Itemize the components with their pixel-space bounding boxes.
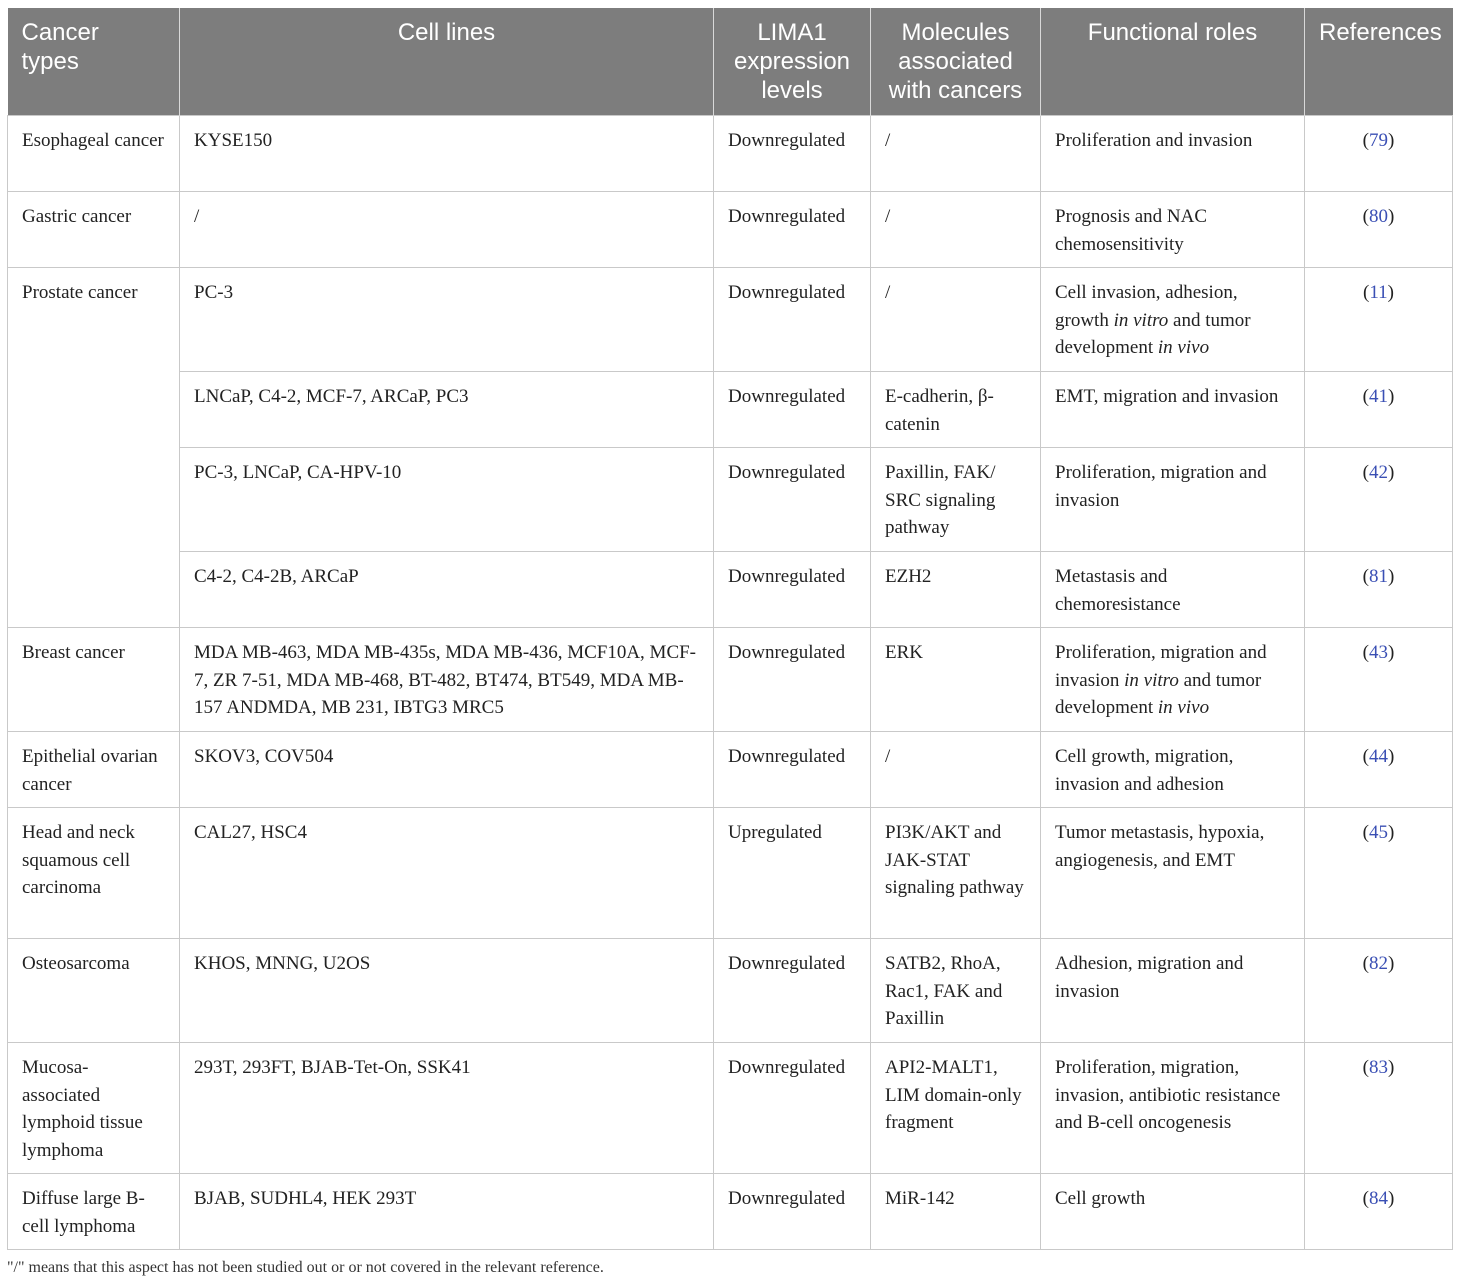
cell-molecules: ERK (871, 628, 1041, 732)
cell-reference: (84) (1305, 1174, 1453, 1250)
reference-link[interactable]: 41 (1369, 386, 1388, 407)
cell-cell-lines: LNCaP, C4-2, MCF-7, ARCaP, PC3 (180, 372, 714, 448)
header-expression-levels: LIMA1 expression levels (714, 8, 871, 116)
cell-molecules: E-cadherin, β-catenin (871, 372, 1041, 448)
cell-cell-lines: SKOV3, COV504 (180, 732, 714, 808)
reference-link[interactable]: 83 (1369, 1057, 1388, 1078)
cell-expression: Downregulated (714, 552, 871, 628)
cell-cancer-type: Osteosarcoma (8, 939, 180, 1043)
cell-molecules: / (871, 192, 1041, 268)
table-row (8, 552, 1453, 628)
cell-expression: Upregulated (714, 808, 871, 939)
cell-roles: Proliferation, migration and invasion in vitro and tumor development in vivo (1041, 628, 1305, 732)
cell-reference: (80) (1305, 192, 1453, 268)
cell-molecules: / (871, 116, 1041, 192)
reference-link[interactable]: 82 (1369, 953, 1388, 974)
table-row (8, 372, 1453, 448)
header-cancer-types: Cancer types (8, 8, 180, 116)
cell-cell-lines: BJAB, SUDHL4, HEK 293T (180, 1174, 714, 1250)
cell-cancer-type: Esophageal cancer (8, 116, 180, 192)
header-cell-lines: Cell lines (180, 8, 714, 116)
cell-molecules: / (871, 732, 1041, 808)
cell-roles: Prognosis and NAC chemosensitivity (1041, 192, 1305, 268)
cell-cancer-type: Prostate cancer (8, 268, 180, 628)
header-references: References (1305, 8, 1453, 116)
cell-reference: (82) (1305, 939, 1453, 1043)
cell-cancer-type: Head and neck squamous cell carcinoma (8, 808, 180, 939)
table-row (8, 1043, 1453, 1174)
table-row (8, 448, 1453, 552)
reference-link[interactable]: 79 (1369, 130, 1388, 151)
cell-expression: Downregulated (714, 732, 871, 808)
cell-roles: Tumor metastasis, hypoxia, angiogenesis, and EMT (1041, 808, 1305, 939)
cell-roles: Proliferation and invasion (1041, 116, 1305, 192)
header-row (8, 8, 1453, 116)
cell-expression: Downregulated (714, 448, 871, 552)
cell-reference: (83) (1305, 1043, 1453, 1174)
cell-cell-lines: / (180, 192, 714, 268)
cell-expression: Downregulated (714, 1174, 871, 1250)
table-row (8, 939, 1453, 1043)
cell-roles: Metastasis and chemoresistance (1041, 552, 1305, 628)
cell-molecules: Paxillin, FAK/ SRC signaling pathway (871, 448, 1041, 552)
cell-cancer-type: Mucosa-associated lymphoid tissue lymphoma (8, 1043, 180, 1174)
cell-expression: Downregulated (714, 628, 871, 732)
table-row (8, 808, 1453, 939)
cell-cell-lines: CAL27, HSC4 (180, 808, 714, 939)
cell-reference: (44) (1305, 732, 1453, 808)
table-row (8, 628, 1453, 732)
reference-link[interactable]: 45 (1369, 822, 1388, 843)
cell-reference: (81) (1305, 552, 1453, 628)
cell-roles: Cell growth, migration, invasion and adhesion (1041, 732, 1305, 808)
table-row (8, 1174, 1453, 1250)
cell-cancer-type: Breast cancer (8, 628, 180, 732)
cell-cancer-type: Gastric cancer (8, 192, 180, 268)
cell-reference: (79) (1305, 116, 1453, 192)
reference-link[interactable]: 80 (1369, 206, 1388, 227)
cell-cancer-type: Epithelial ovarian cancer (8, 732, 180, 808)
header-molecules: Molecules associated with cancers (871, 8, 1041, 116)
reference-link[interactable]: 84 (1369, 1188, 1388, 1209)
cell-cell-lines: 293T, 293FT, BJAB-Tet-On, SSK41 (180, 1043, 714, 1174)
cell-molecules: MiR-142 (871, 1174, 1041, 1250)
cell-expression: Downregulated (714, 1043, 871, 1174)
cell-cell-lines: KYSE150 (180, 116, 714, 192)
header-functional-roles: Functional roles (1041, 8, 1305, 116)
table-row (8, 732, 1453, 808)
cell-roles: Adhesion, migration and invasion (1041, 939, 1305, 1043)
reference-link[interactable]: 42 (1369, 462, 1388, 483)
cell-molecules: SATB2, RhoA, Rac1, FAK and Paxillin (871, 939, 1041, 1043)
cell-expression: Downregulated (714, 372, 871, 448)
reference-link[interactable]: 44 (1369, 746, 1388, 767)
cell-cell-lines: MDA MB-463, MDA MB-435s, MDA MB-436, MCF10A, MCF-7, ZR 7-51, MDA MB-468, BT-482, BT474, BT549, MDA MB-157 ANDMDA, MB 231, IBTG3 MRC5 (180, 628, 714, 732)
cell-reference: (43) (1305, 628, 1453, 732)
cell-expression: Downregulated (714, 192, 871, 268)
cell-roles: Cell invasion, adhesion, growth in vitro and tumor development in vivo (1041, 268, 1305, 372)
table-footnote: "/" means that this aspect has not been studied out or or not covered in the relevant reference. (7, 1259, 604, 1276)
cell-reference: (42) (1305, 448, 1453, 552)
cell-roles: EMT, migration and invasion (1041, 372, 1305, 448)
cell-reference: (11) (1305, 268, 1453, 372)
cell-roles: Proliferation, migration, invasion, antibiotic resistance and B-cell oncogenesis (1041, 1043, 1305, 1174)
cell-expression: Downregulated (714, 268, 871, 372)
cell-cell-lines: PC-3 (180, 268, 714, 372)
cell-cell-lines: C4-2, C4-2B, ARCaP (180, 552, 714, 628)
cell-cell-lines: PC-3, LNCaP, CA-HPV-10 (180, 448, 714, 552)
cell-molecules: PI3K/AKT and JAK-STAT signaling pathway (871, 808, 1041, 939)
reference-link[interactable]: 11 (1369, 282, 1388, 303)
cell-reference: (41) (1305, 372, 1453, 448)
table-row (8, 268, 1453, 372)
cell-molecules: EZH2 (871, 552, 1041, 628)
cell-roles: Cell growth (1041, 1174, 1305, 1250)
cell-expression: Downregulated (714, 116, 871, 192)
cell-expression: Downregulated (714, 939, 871, 1043)
cell-cancer-type: Diffuse large B-cell lymphoma (8, 1174, 180, 1250)
cell-cell-lines: KHOS, MNNG, U2OS (180, 939, 714, 1043)
cell-molecules: API2-MALT1, LIM domain-only fragment (871, 1043, 1041, 1174)
cell-roles: Proliferation, migration and invasion (1041, 448, 1305, 552)
table-row (8, 192, 1453, 268)
reference-link[interactable]: 43 (1369, 642, 1388, 663)
table-row (8, 116, 1453, 192)
cell-reference: (45) (1305, 808, 1453, 939)
reference-link[interactable]: 81 (1369, 566, 1388, 587)
cell-molecules: / (871, 268, 1041, 372)
cancer-table (7, 8, 1453, 1250)
